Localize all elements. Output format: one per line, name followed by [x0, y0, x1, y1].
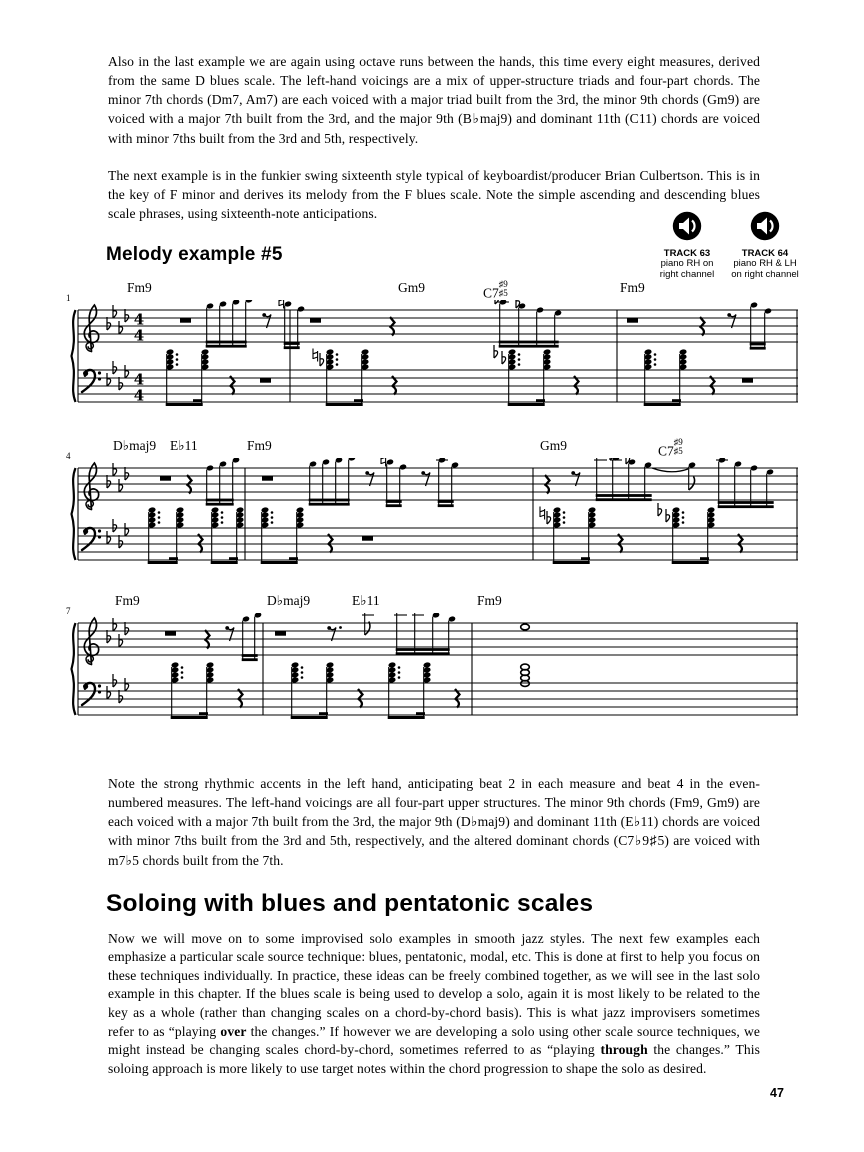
- emphasis-through: through: [600, 1042, 648, 1058]
- chord-symbol: Gm9: [540, 438, 567, 453]
- soloing-paragraph: Now we will move on to some improvised solo examples in smooth jazz styles. The next few examples each emphasize a particular scale source technique: blues, pentatonic, modal, etc. This is done at first to help you focus on these techniques individually. In practice, these ideas can be freely combined together, as we will see in the last solo example in this chapter. If the blues scale is being used to develop a solo, again it is most likely to be related to the key as a whole (rather than changing scales on a chord-by-chord basis). This is what jazz improvisers sometimes refer to as “playing over the changes.” If however we are developing a solo using other scale source techniques, we might instead be changing scales chord-by-chord, sometimes referred to as “playing through the changes.” This soloing approach is more likely to use target notes within the chord progression to shape the solo as desired.: [108, 930, 761, 1076]
- measure-number: 4: [66, 451, 71, 461]
- right-hand-notes: [165, 613, 529, 661]
- intro-paragraph: Also in the last example we are again using octave runs between the hands, this time every eight measures, derived from the same D blues scale. The left-hand voicings are a mix of upper-structure triads and four-part chords. The minor 7th chords (Dm7, Am7) are each voiced with a major triad built from the 3rd, the minor 9th chords (Gm9) are voiced with a major 7th built from the 3rd, and the major 9th (B♭maj9) and dominant 11th (C11) chords are voiced with minor 7ths built from the 3rd and 5th, respectively.: [108, 53, 760, 146]
- chord-symbol-altered: C7 ♯9 ♯5: [483, 279, 508, 301]
- track-number: TRACK 64: [741, 248, 789, 259]
- svg-text:4: 4: [133, 310, 145, 329]
- analysis-paragraph: Note the strong rhythmic accents in the left hand, anticipating beat 2 in each measure and beat 4 in the even-numbered measures. The left-hand voicings are all four-part upper structures. The minor 9th chords (Fm9, Gm9) are each voiced with a major 7th built from the 3rd, the major 9th (D♭maj9) and dominant 11th (E♭11) chords are voiced with minor 7ths built from the 3rd and 5th, respectively, and the altered dominant chords (C7♭9♯5) are voiced with m7♭5 chords built from the 7th.: [108, 775, 760, 868]
- chord-symbol: Fm9: [247, 438, 272, 453]
- track-64-badge: [722, 211, 808, 280]
- svg-text:4: 4: [133, 326, 145, 345]
- chord-symbol: Fm9: [127, 280, 152, 295]
- chord-symbol: D♭maj9: [113, 438, 157, 453]
- chord-symbol: Fm9: [620, 280, 645, 295]
- audio-speaker-icon: [672, 211, 702, 241]
- svg-text:4: 4: [133, 386, 145, 405]
- melody-example-heading: Melody example #5: [106, 243, 283, 265]
- emphasis-over: over: [220, 1023, 247, 1039]
- soloing-section-heading: Soloing with blues and pentatonic scales: [106, 890, 594, 918]
- chord-symbol: E♭11: [352, 593, 380, 608]
- chord-symbol-altered: C7 ♯9 ♯5: [658, 437, 683, 459]
- left-hand-notes: [148, 503, 743, 564]
- track-desc-line: on right channel: [731, 268, 799, 280]
- track-desc-line: piano RH & LH: [733, 258, 797, 269]
- right-hand-notes: [160, 458, 774, 508]
- chord-symbol: D♭maj9: [267, 593, 311, 608]
- left-hand-notes: [166, 345, 753, 406]
- page-number: 47: [770, 1086, 784, 1100]
- chord-symbol: Fm9: [477, 593, 502, 608]
- track-desc-line: piano RH on: [660, 258, 714, 269]
- grand-staff-svg: [70, 458, 800, 572]
- music-system-2: [0, 438, 864, 576]
- measure-number: 1: [66, 293, 71, 303]
- track-desc-line: right channel: [659, 268, 715, 280]
- chord-symbol: Fm9: [115, 593, 140, 608]
- left-hand-notes: [171, 662, 530, 719]
- grand-staff-svg: [70, 300, 800, 414]
- music-system-3: [0, 593, 864, 731]
- measure-number: 7: [66, 606, 71, 616]
- grand-staff-svg: [70, 613, 800, 727]
- track-63-badge: [644, 211, 730, 280]
- chord-symbol: E♭11: [170, 438, 198, 453]
- example-intro-paragraph: The next example is in the funkier swing sixteenth style typical of keyboardist/producer Brian Culbertson. This is in the key of F minor and derives its melody from the F blues scale. Note the simple ascending and descending blues scale phrases, using sixteenth-note anticipations.: [108, 167, 760, 222]
- track-number: TRACK 63: [663, 248, 711, 259]
- music-system-1: [0, 280, 864, 418]
- audio-speaker-icon: [750, 211, 780, 241]
- svg-text:4: 4: [133, 370, 145, 389]
- chord-symbol: Gm9: [398, 280, 425, 295]
